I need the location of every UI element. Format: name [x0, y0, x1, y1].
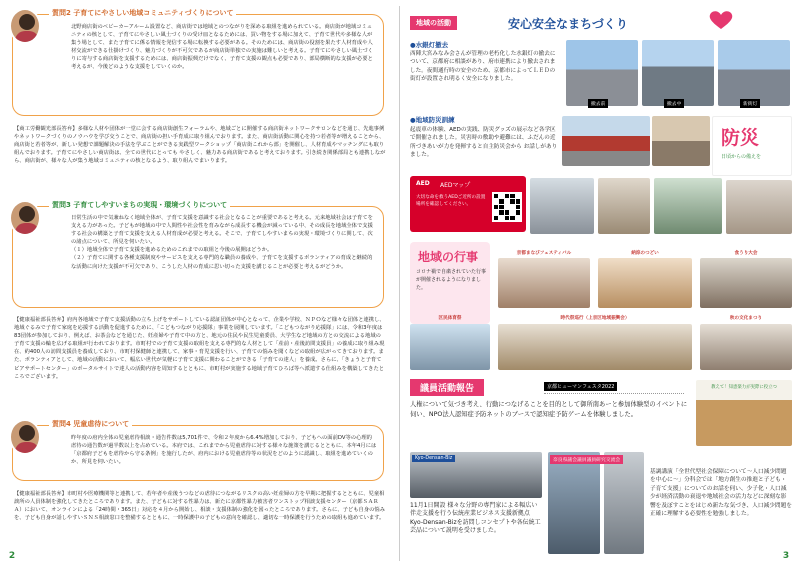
- event-caption-3: 食うり大会: [734, 251, 758, 256]
- label-new: 新街灯: [740, 99, 760, 108]
- page-title: 安心安全なまちづくり: [508, 17, 628, 31]
- question-4-label: 質問4 児童虐待について: [49, 419, 132, 429]
- photo-drill-3: [530, 178, 594, 234]
- question-4-box: [12, 420, 384, 481]
- water-lamp-heading: ●水銀灯撤去: [410, 41, 449, 49]
- bousai-sign-subtext: 日頃からの備えを: [721, 154, 762, 160]
- events-box: [410, 242, 490, 324]
- qr-code-icon[interactable]: [492, 192, 522, 222]
- question-3-text: 日常生活の中で気兼ねなく地域全体が、子育て支援を意識する社会となることが重要であると考える。元来地域社会は子育てを支える力があった。子どもが地域の中で人間性や社会性を育みながら成長する機会が減っている中、その成長を地域全体で支援する社会の構築と子育て支援を支える人材育成が必要と考える。そこで、子育てしやすいまちの実現・環境づくりに関して、次の諸点について、所見を伺いたい。 （１）地域全体で子育て支援を進めるためのこれまでの取組と今後の展開はどうか。 （２）子育てに関する各種支援制度やサービスを支える専門的な職員の養成や、子育てを支援するボランティアの育成と継続的な活動に向けた支援が不可欠であり、こうした人材の育成に思い切った支援を講じることが必要と考えるがどうか。: [71, 215, 373, 270]
- drill-heading: ●地域防災訓練: [410, 116, 455, 124]
- bousai-sign: [712, 116, 792, 176]
- photo-new-light: [718, 40, 790, 106]
- festa-photo: [696, 380, 792, 446]
- label-during: 撤去中: [664, 99, 684, 108]
- photo-drill-5: [654, 178, 722, 234]
- section-tab-report: 議員活動報告: [410, 379, 484, 396]
- event-photo-3: [700, 258, 792, 308]
- event-photo-4: [410, 324, 490, 370]
- dotted-divider: [544, 393, 684, 394]
- question-2-text: 北野商店街のベビーカーアルーム設置など、商店街では地域とのつながりを深める取組を進められている。商店街が地域コミュニティの核として、子育てにやさしい風土づくりの受け皿となるためには、買い物をする場に加えて、子育て世代や多様な人が集う場として、また子育てに係る情報を発信する場に転換する必要がある。そのためには、商店街の役割を果たす人材育成や人材交流ができる仕掛けづくり、魅力づくりが不可欠であるが商店街単独での実施は難しいと考える。子育てにやさしい風土づくりに寄与する商店街を支援するためには、商店街振興だけでなく、子育て支援の観点も必要であり、部局横断的な支援が必要と考えるが、今後どのような支援をしていくのか。: [71, 24, 373, 71]
- right-page: [402, 0, 800, 567]
- question-2-label: 質問2 子育てにやさしい地域コミュニティづくりについて: [49, 8, 236, 18]
- event-caption-2: 納涼のつどい: [631, 251, 659, 256]
- question-3-box: [12, 201, 384, 308]
- event-photo-2: [598, 258, 692, 308]
- events-text: コロナ禍で自粛されていた行事が開催されるようになりました。: [416, 269, 487, 291]
- event-photo-6: [700, 324, 792, 370]
- answer-3-text: 【健康福祉部長答弁】府内各地域で子育て支援活動の立ち上げをサポートしている認証団体が中心となって、企業や学校、ＮＰＯなど様々な団体と連携し、地域ぐるみで子育て家庭を応援する活動を促進するために、「こどもつながり応援隊」事業を展開しています。「こどもつながり応援隊」には、令和3年度は83団体が参加しており、例えば、お茶会などを通じた、妊産婦や子育て中の方と、地元の住民や民生児童委員、大学生など地域の方との交流による地域の子育て支援の輪を広げる取組が行われております。市町村での子育て支援の取組を支える専門的な人材として「産前・産後訪問支援員」の養成に取り組み現在、約400人の訪問支援員を養成しており、市町村保健師と連携して、家事・育児支援を行い、子育ての悩みを聞くなどの取組が広がってきております。また、ボランティアとして、地域の活動において、幅広い世代が気軽に子育て支援に関わることができる「子育ての達人」を養成。さらに、「きょうと子育てピアサポートセンター」のポータルサイトで達人の活動内容を周知するとともに、市町村が実施する地域子育てひろば等へ派遣する仕組みを構築してきたところでございます。: [14, 317, 385, 380]
- photo-drill-2: [652, 116, 710, 166]
- water-lamp-text: 西陣大宮みなみ会さんが管理の老朽化した水銀灯の撤去について、京都府に相談があり、府市連携により撤去されました。夜間通行時の安全のため、京都市によってＬＥＤの街灯が設置され明るく安全になりました。: [410, 51, 556, 82]
- photo-drill-6: [726, 180, 792, 234]
- research-photo-1: [548, 452, 600, 554]
- drill-text: 起震車の体験、AEDの実践、防災グッズの展示など各学区で開催されました。災害時の敷助や避難には、ふだんの近所づきあいが力を発揮すると自主防災会から お話しがありました。: [410, 127, 558, 158]
- question-2-box: [12, 9, 384, 116]
- kyo-densan-text: 11月1日開設 様々な分野の専門家による幅広い伴走支援を行う伝統産業ビジネス支援新拠点 Kyo-Densan-Bizを訪問しコンセプトや各伝統工芸品について説明を受けました。: [410, 502, 541, 535]
- answer-2-text: 【商工労働観光部長答弁】多様な人材や団体が一堂に会する商店街創生フォーラムや、地域ごとに開催する商店街ネットワークサロンなどを通じ、先進事例やネットワークづくりのノウハウを学び交うことで、商店街の担い手育成に取り組んでおります。また、商店街活動に関心を持つ若者等が増えることから、商店街と若者等が、新しい発想で課題解決の手法を学ぶことができる実践型ワークショップ「商店街これから部」を開催し、人材育成やマッチングにも取り組んでおります。子育てにやさしい商店街は、全ての世代にとっても やさしく、魅力ある商店街であると考えております。引き続き関係部局とも連携しながら、商店街が、様々な人が集う地域コミュニティの核となるよう、取り組んでまいります。: [14, 126, 386, 165]
- research-text: 基調講演「全世代型社会保障について～人口減少問題を中心に～」分科会では「地方創生の推進と子ども・子育て支援」についてのお話を伺い、少子化・人口減少が経済活動の衰退や地域社会の活力などに深刻な影響を及ぼすことをはじめ新たな気づき、人口減少問題を正確に理解する必要性を勉強しました。: [650, 469, 792, 518]
- member-photo: [9, 419, 41, 455]
- page-number: 2: [8, 551, 16, 561]
- aed-map-title: AEDマップ: [440, 182, 471, 189]
- heart-icon: [708, 10, 734, 30]
- festa-tag: 京都ヒューマンフェスタ2022: [544, 382, 617, 391]
- research-photo-2: [604, 452, 644, 554]
- left-page: [0, 0, 398, 567]
- photo-during: [642, 40, 714, 106]
- kyo-densan-tag: Kyo-Densan-Biz: [412, 455, 455, 462]
- answer-4-text: 【健康福祉部長答弁】市町村や医療機関等と連携して、若年者や産後うつなどの虐待につながるリスクの高い妊産婦の方を早期に把握するとともに、児童相談所の人員体制を強化してきたところであります。また、子どもに対する性暴力は、新たに京都性暴力被害者ワンストップ相談支援センター（京都ＳＡＲＡ）において、オンラインによる「24時間・365日」対応を４月から開始し、相談・支援体制の強化を図ったところであります。さらに、子ども自身の悩みを、子ども自身が話しやすいＳＮＳ相談窓口を整備するとともに、一時保護中の子どもの意向を確認し、適切な一時保護を行うための取組も進めています。: [14, 491, 386, 522]
- question-4-text: 昨年度の府内全体の児童虐待相談・通告件数は5,701件で、令和２年度から6.4%増加しており、子どもへの面前DV等の心理的虐待の通告数が過半数以上を占めている。本府では、これまでから児童虐待に対する様々な施策を講じるとともに、本年4月には「京都府子どもを虐待から守る条例」を施行したが、府内における児童虐待等の状況をどのように認識し、取組を進めていくのか、所見を伺いたい。: [71, 435, 377, 466]
- page-number: 3: [782, 551, 790, 561]
- festa-text: 人権について気づき考え、行動につなげることを目的として御所南あーと参加体験型のイベントに伺い、NPO法人認知症予防ネットのブースで認知症予防ゲームを体験しました。: [410, 401, 688, 418]
- research-tag: 奈良県議会議員議員研究交流会: [550, 455, 623, 464]
- label-before: 撤去前: [588, 99, 608, 108]
- aed-map-text: 大切な命を救うAEDご近所の設置場所を確認してください。: [416, 195, 486, 207]
- event-caption-1: 京都まなびフェスティバル: [516, 251, 572, 256]
- photo-before: [566, 40, 638, 106]
- event-caption-4: 区民体育祭: [438, 316, 462, 321]
- events-title: 地域の行事: [418, 250, 479, 264]
- festa-sign-text: 教えて！知恵楽力が実際に役立つ: [711, 385, 777, 390]
- event-caption-6: 秋の文化まつり: [729, 316, 763, 321]
- photo-drill-4: [598, 178, 650, 234]
- question-3-label: 質問3 子育てしやすいまちの実現・環境づくりについて: [49, 200, 230, 210]
- bousai-sign-text: 防災: [721, 127, 760, 149]
- aed-logo: AED: [416, 180, 430, 187]
- event-caption-5: 時代祭巡行（上京区地域振興会）: [560, 316, 630, 321]
- section-tab-activities: 地域の活動: [410, 16, 457, 30]
- event-photo-5: [498, 324, 692, 370]
- photo-quake-truck: [562, 116, 650, 166]
- member-photo: [9, 200, 41, 236]
- page-divider: [399, 6, 400, 561]
- event-photo-1: [498, 258, 590, 308]
- aed-map-card[interactable]: [410, 176, 526, 232]
- member-photo: [9, 8, 41, 44]
